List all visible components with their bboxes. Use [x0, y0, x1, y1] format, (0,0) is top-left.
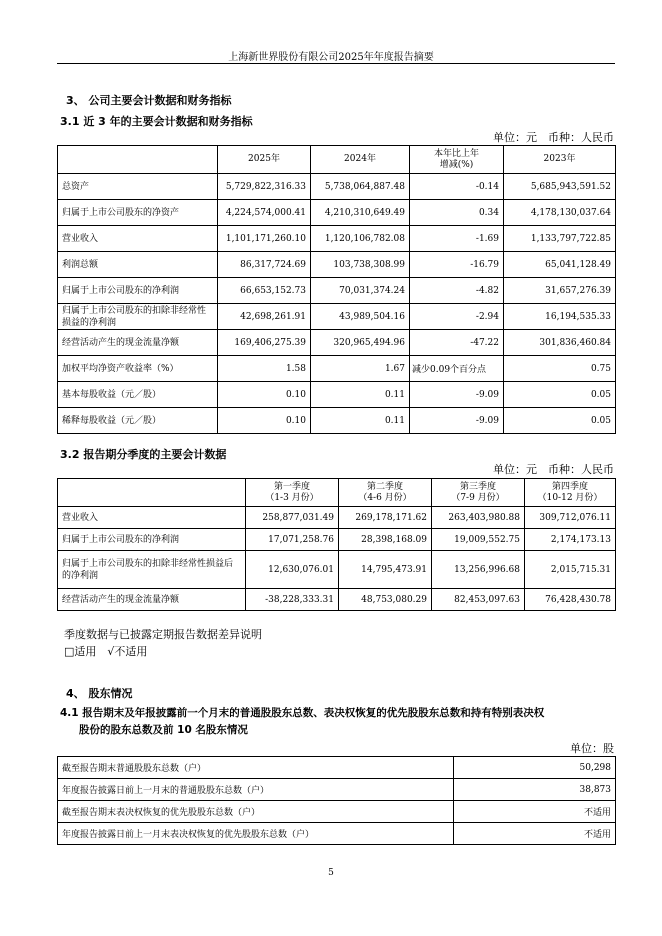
cell-value: -38,228,333.31	[246, 589, 339, 611]
cell-value: 169,406,275.39	[218, 330, 311, 356]
financial-indicators-table	[57, 145, 616, 434]
page-header: 上海新世界股份有限公司2025年年度报告摘要	[228, 52, 434, 63]
cell-value: 19,009,552.75	[432, 529, 525, 551]
cell-value: 269,178,171.62	[339, 507, 432, 529]
cell-value: -9.09	[410, 382, 504, 408]
column-header: 2023年	[504, 146, 616, 174]
column-header-line2: （10-12 月份）	[537, 492, 603, 503]
row-label: 归属于上市公司股东的净利润	[58, 278, 218, 304]
cell-value: 2,015,715.31	[525, 551, 616, 589]
cell-value: -0.14	[410, 174, 504, 200]
cell-value: -1.69	[410, 226, 504, 252]
table2-unit: 单位：元 币种：人民币	[493, 463, 614, 476]
section-3-title: 3、 公司主要会计数据和财务指标	[66, 94, 232, 107]
quarterly-diff-note: 季度数据与已披露定期报告数据差异说明	[64, 628, 262, 641]
row-label: 加权平均净资产收益率（%）	[58, 356, 218, 382]
cell-value: 减少0.09个百分点	[410, 356, 504, 382]
column-header: 2024年	[311, 146, 410, 174]
row-label: 基本每股收益（元／股）	[58, 382, 218, 408]
cell-value: -47.22	[410, 330, 504, 356]
cell-value: 86,317,724.69	[218, 252, 311, 278]
section-3-2-title: 3.2 报告期分季度的主要会计数据	[60, 448, 227, 461]
column-header-line1: 第三季度	[459, 481, 496, 492]
cell-value: 17,071,258.76	[246, 529, 339, 551]
section-4-1-title-line2: 股份的股东总数及前 10 名股东情况	[79, 724, 248, 736]
cell-value: 5,729,822,316.33	[218, 174, 311, 200]
cell-value: 0.75	[504, 356, 616, 382]
cell-value: 1,101,171,260.10	[218, 226, 311, 252]
table-row	[58, 779, 616, 801]
cell-value: 301,836,460.84	[504, 330, 616, 356]
cell-value: -16.79	[410, 252, 504, 278]
cell-value: 1.58	[218, 356, 311, 382]
column-header: 本年比上年 增减(%)	[410, 146, 504, 174]
table-row	[58, 823, 616, 845]
row-label: 归属于上市公司股东的扣除非经常性损益的净利润	[58, 304, 218, 330]
cell-value: 4,210,310,649.49	[311, 200, 410, 226]
table-row	[58, 529, 616, 551]
cell-value: 43,989,504.16	[311, 304, 410, 330]
cell-value: 28,398,168.09	[339, 529, 432, 551]
cell-value: 1,120,106,782.08	[311, 226, 410, 252]
cell-value: 12,630,076.01	[246, 551, 339, 589]
cell-value: 5,685,943,591.52	[504, 174, 616, 200]
table3-unit: 单位：股	[570, 742, 614, 755]
cell-value: 38,873	[454, 779, 616, 801]
cell-value: 320,965,494.96	[311, 330, 410, 356]
table-header-row	[58, 146, 616, 174]
row-label: 截至报告期末表决权恢复的优先股股东总数（户）	[58, 801, 454, 823]
row-label: 归属于上市公司股东的净资产	[58, 200, 218, 226]
table-row	[58, 757, 616, 779]
cell-value: 0.05	[504, 408, 616, 434]
section-3-1-title: 3.1 近 3 年的主要会计数据和财务指标	[60, 115, 253, 128]
cell-value: 309,712,076.11	[525, 507, 616, 529]
row-label: 归属于上市公司股东的净利润	[58, 529, 246, 551]
cell-value: 0.10	[218, 382, 311, 408]
cell-value: 31,657,276.39	[504, 278, 616, 304]
row-label: 营业收入	[58, 226, 218, 252]
cell-value: 48,753,080.29	[339, 589, 432, 611]
column-header-line1: 第一季度	[273, 481, 310, 492]
table-row	[58, 507, 616, 529]
cell-value: 不适用	[454, 823, 616, 845]
table-row	[58, 278, 616, 304]
row-label: 总资产	[58, 174, 218, 200]
cell-value: 82,453,097.63	[432, 589, 525, 611]
table-row	[58, 252, 616, 278]
cell-value: 16,194,535.33	[504, 304, 616, 330]
table-row	[58, 304, 616, 330]
table1-unit: 单位：元 币种：人民币	[493, 131, 614, 144]
table-row	[58, 589, 616, 611]
table-row	[58, 200, 616, 226]
row-label: 截至报告期末普通股股东总数（户）	[58, 757, 454, 779]
cell-value: -9.09	[410, 408, 504, 434]
row-label: 年度报告披露日前上一月末表决权恢复的优先股股东总数（户）	[58, 823, 454, 845]
cell-value: 不适用	[454, 801, 616, 823]
cell-value: 103,738,308.99	[311, 252, 410, 278]
row-label: 年度报告披露日前上一月末的普通股股东总数（户）	[58, 779, 454, 801]
table-row	[58, 408, 616, 434]
table-row	[58, 551, 616, 589]
cell-value: 0.34	[410, 200, 504, 226]
cell-value: 13,256,996.68	[432, 551, 525, 589]
cell-value: 4,224,574,000.41	[218, 200, 311, 226]
table-row	[58, 356, 616, 382]
cell-value: 70,031,374.24	[311, 278, 410, 304]
cell-value: 5,738,064,887.48	[311, 174, 410, 200]
table-header-row	[58, 479, 616, 507]
section-4-title: 4、 股东情况	[66, 687, 133, 700]
row-label: 归属于上市公司股东的扣除非经常性损益后的净利润	[58, 551, 246, 589]
cell-value: 1,133,797,722.85	[504, 226, 616, 252]
column-header-line1: 第二季度	[366, 481, 403, 492]
cell-value: 4,178,130,037.64	[504, 200, 616, 226]
cell-value: 14,795,473.91	[339, 551, 432, 589]
cell-value: 0.11	[311, 382, 410, 408]
column-header-line2: （4-6 月份）	[358, 492, 412, 503]
applicable-checkbox: □适用 √不适用	[64, 645, 148, 658]
cell-value: 42,698,261.91	[218, 304, 311, 330]
column-header	[339, 479, 432, 507]
cell-value: 1.67	[311, 356, 410, 382]
cell-value: 66,653,152.73	[218, 278, 311, 304]
cell-value: 0.10	[218, 408, 311, 434]
cell-value: 263,403,980.88	[432, 507, 525, 529]
column-header-line2: （7-9 月份）	[451, 492, 505, 503]
quarterly-data-table	[57, 478, 616, 611]
cell-value: 76,428,430.78	[525, 589, 616, 611]
page-number: 5	[328, 868, 334, 878]
cell-value: -2.94	[410, 304, 504, 330]
shareholder-count-table	[57, 756, 616, 845]
column-header	[525, 479, 616, 507]
section-4-1-title-line1: 4.1 报告期末及年报披露前一个月末的普通股股东总数、表决权恢复的优先股股东总数和持有特别表决权	[60, 707, 545, 719]
column-header: 2025年	[218, 146, 311, 174]
cell-value: -4.82	[410, 278, 504, 304]
column-header-line1: 第四季度	[551, 481, 588, 492]
table-row	[58, 330, 616, 356]
column-header	[58, 479, 246, 507]
cell-value: 258,877,031.49	[246, 507, 339, 529]
row-label: 经营活动产生的现金流量净额	[58, 330, 218, 356]
table-row	[58, 382, 616, 408]
column-header	[246, 479, 339, 507]
cell-value: 2,174,173.13	[525, 529, 616, 551]
cell-value: 0.05	[504, 382, 616, 408]
row-label: 营业收入	[58, 507, 246, 529]
column-header	[432, 479, 525, 507]
cell-value: 50,298	[454, 757, 616, 779]
column-header-line2: （1-3 月份）	[265, 492, 319, 503]
cell-value: 65,041,128.49	[504, 252, 616, 278]
column-header	[58, 146, 218, 174]
row-label: 稀释每股收益（元／股）	[58, 408, 218, 434]
table-row	[58, 226, 616, 252]
table-row	[58, 801, 616, 823]
row-label: 利润总额	[58, 252, 218, 278]
table-row	[58, 174, 616, 200]
row-label: 经营活动产生的现金流量净额	[58, 589, 246, 611]
cell-value: 0.11	[311, 408, 410, 434]
header-divider	[57, 63, 615, 64]
